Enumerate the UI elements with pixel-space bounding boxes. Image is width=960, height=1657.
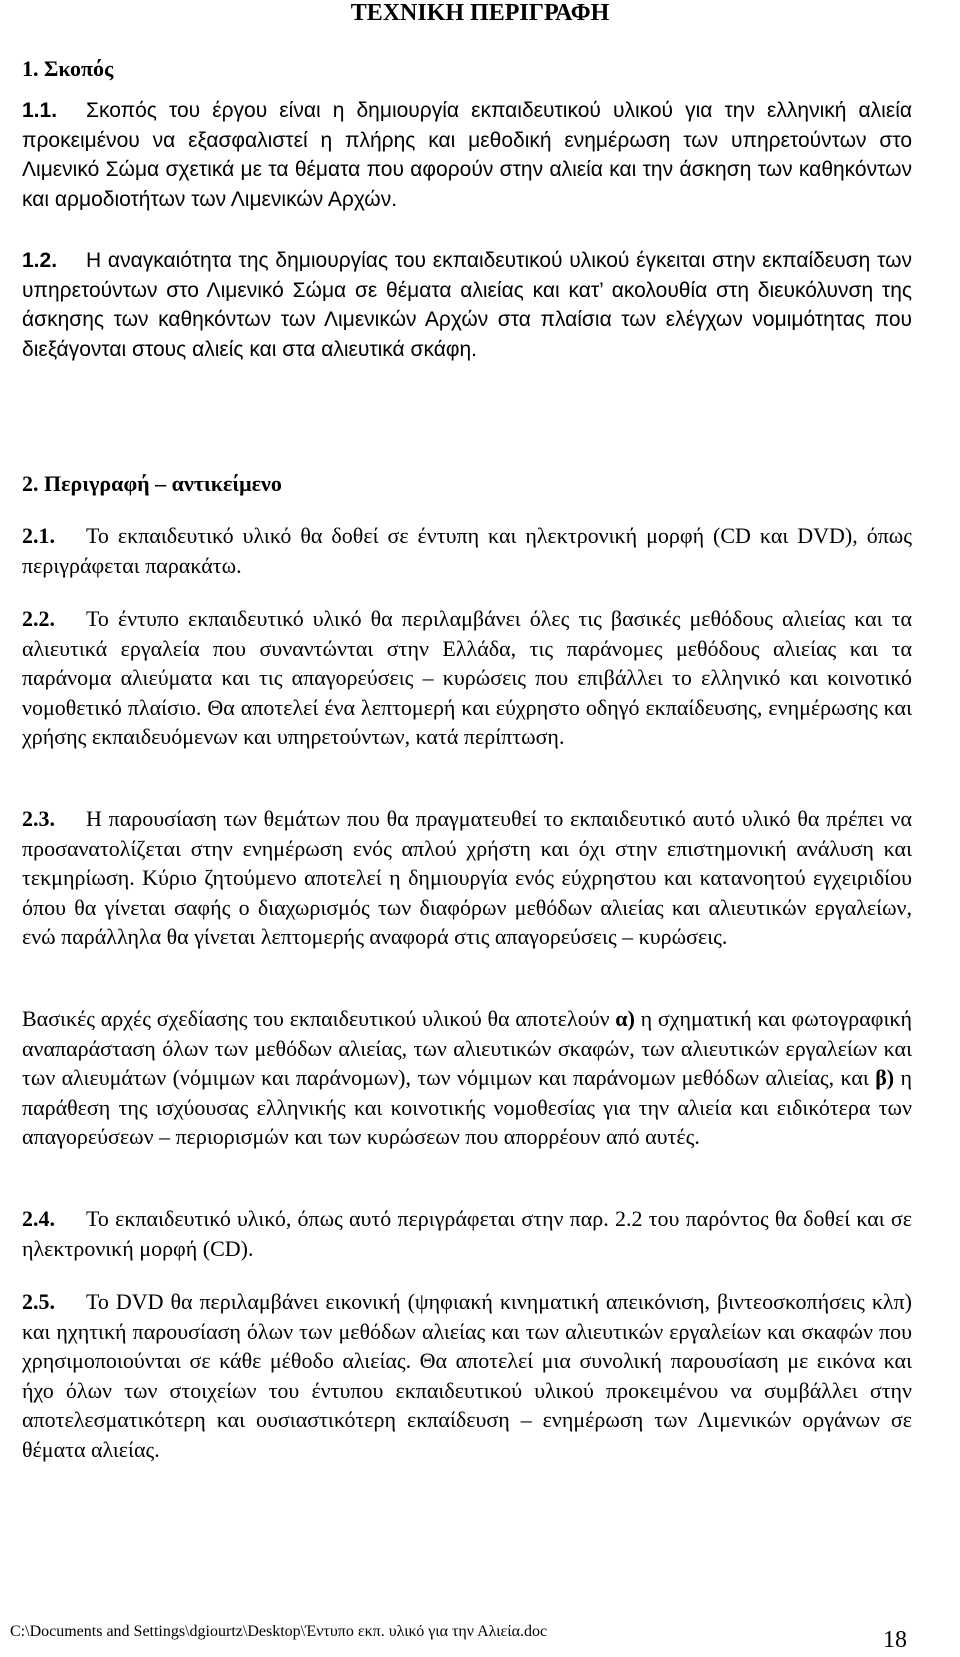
paragraph-design-principles xyxy=(22,1004,912,1152)
document-title: ΤΕΧΝΙΚΗ ΠΕΡΙΓΡΑΦΗ xyxy=(350,0,610,26)
paragraph-text: Το έντυπο εκπαιδευτικό υλικό θα περιλαμβάνει όλες τις βασικές μεθόδους αλιείας και τα αλιευτικά εργαλεία που συναντώνται στην Ελλάδα, τις παράνομες μεθόδους αλιείας και τα παράνομα αλιεύματα και τις απαγορεύσεις – κυρώσεις που επιβάλλει το ελληνικό και κοινοτικό νομοθετικό πλαίσιο. Θα αποτελεί ένα λεπτομερή και εύχρηστο οδηγό εκπαίδευσης, ενημέρωσης και χρήσης εκπαιδευόμενων και υπηρετούντων, κατά περίπτωση. xyxy=(22,606,912,749)
section-heading-purpose: 1. Σκοπός xyxy=(22,56,114,81)
paragraph-text-b: η σχηματική και φωτογραφική αναπαράσταση όλων των μεθόδων αλιείας, των αλιευτικών σκαφών, των αλιευτικών εργαλείων και των αλιευμάτων (νόμιμων και παράνομων), των νόμιμων και παράνομων μεθόδων αλιείας, και xyxy=(22,1006,912,1090)
paragraph-number: 1.2. xyxy=(22,249,58,272)
paragraph-text: Η αναγκαιότητα της δημιουργίας του εκπαιδευτικού υλικού έγκειται στην εκπαίδευση των υπηρετούντων στο Λιμενικό Σώμα σε θέματα αλιείας και κατ’ ακολουθία στη διευκόλυνση της άσκησης των καθηκόντων των Λιμενικών Αρχών στα πλαίσια των ελέγχων νομιμότητας που διεξάγονται στους αλιείς και στα αλιευτικά σκάφη. xyxy=(22,249,912,361)
paragraph-number: 2.2. xyxy=(22,606,55,631)
section-heading-description: 2. Περιγραφή – αντικείμενο xyxy=(22,471,282,496)
page-number: 18 xyxy=(883,1627,907,1653)
paragraph-number: 1.1. xyxy=(22,99,58,122)
paragraph-text: Το DVD θα περιλαμβάνει εικονική (ψηφιακή κινηματική απεικόνιση, βιντεοσκοπήσεις κλπ) και ηχητική παρουσίαση όλων των μεθόδων αλιείας και των αλιευτικών εργαλείων και σκαφών που χρησιμοποιούνται σε κάθε μέθοδο αλιείας. Θα αποτελεί μια συνολική παρουσίαση με εικόνα και ήχο όλων των στοιχείων του έντυπου εκπαιδευτικού υλικού προκειμένου να συμβάλλει στην αποτελεσματικότερη και ουσιαστικότερη εκπαίδευση – ενημέρωση των Λιμενικών οργάνων σε θέματα αλιείας. xyxy=(22,1289,912,1462)
paragraph-number: 2.3. xyxy=(22,806,55,831)
paragraph-2-3 xyxy=(22,804,912,952)
paragraph-text: Το εκπαιδευτικό υλικό θα δοθεί σε έντυπη και ηλεκτρονική μορφή (CD και DVD), όπως περιγράφεται παρακάτω. xyxy=(22,523,912,578)
paragraph-1-1 xyxy=(22,96,912,214)
paragraph-2-5 xyxy=(22,1287,912,1464)
list-marker-beta: β) xyxy=(875,1065,895,1090)
paragraph-number: 2.1. xyxy=(22,523,55,548)
paragraph-2-1 xyxy=(22,521,912,580)
paragraph-number: 2.5. xyxy=(22,1289,55,1314)
paragraph-number: 2.4. xyxy=(22,1206,55,1231)
paragraph-2-4 xyxy=(22,1204,912,1263)
paragraph-text: Το εκπαιδευτικό υλικό, όπως αυτό περιγράφεται στην παρ. 2.2 του παρόντος θα δοθεί και σε ηλεκτρονική μορφή (CD). xyxy=(22,1206,912,1261)
paragraph-text-c: η παράθεση της ισχύουσας ελληνικής και κοινοτικής νομοθεσίας για την αλιεία και ειδικότερα των απαγορεύσεων – περιορισμών και των κυρώσεων που απορρέουν από αυτές. xyxy=(22,1065,912,1149)
paragraph-text: Η παρουσίαση των θεμάτων που θα πραγματευθεί το εκπαιδευτικό αυτό υλικό θα πρέπει να προσανατολίζεται στην ενημέρωση ενός απλού χρήστη και όχι στην επιστημονική ανάλυση και τεκμηρίωση. Κύριο ζητούμενο αποτελεί η δημιουργία ενός εύχρηστου και κατανοητού εγχειριδίου όπου θα γίνεται σαφής ο διαχωρισμός των διαφόρων μεθόδων αλιείας και αλιευτικών εργαλείων, ενώ παράλληλα θα γίνεται λεπτομερής αναφορά στις απαγορεύσεις – κυρώσεις. xyxy=(22,806,912,949)
paragraph-text-a: Βασικές αρχές σχεδίασης του εκπαιδευτικού υλικού θα αποτελούν xyxy=(22,1006,616,1031)
paragraph-1-2 xyxy=(22,246,912,364)
paragraph-text: Σκοπός του έργου είναι η δημιουργία εκπαιδευτικού υλικού για την ελληνική αλιεία προκειμένου να εξασφαλιστεί η πλήρης και μεθοδική ενημέρωση των υπηρετούντων στο Λιμενικό Σώμα σχετικά με τα θέματα που αφορούν στην αλιεία και την άσκηση των καθηκόντων και αρμοδιοτήτων των Λιμενικών Αρχών. xyxy=(22,99,912,211)
paragraph-2-2 xyxy=(22,604,912,752)
list-marker-alpha: α) xyxy=(615,1006,635,1031)
footer-file-path: C:\Documents and Settings\dgiourtz\Desktop\Έντυπο εκπ. υλικό για την Αλιεία.doc xyxy=(10,1623,548,1640)
